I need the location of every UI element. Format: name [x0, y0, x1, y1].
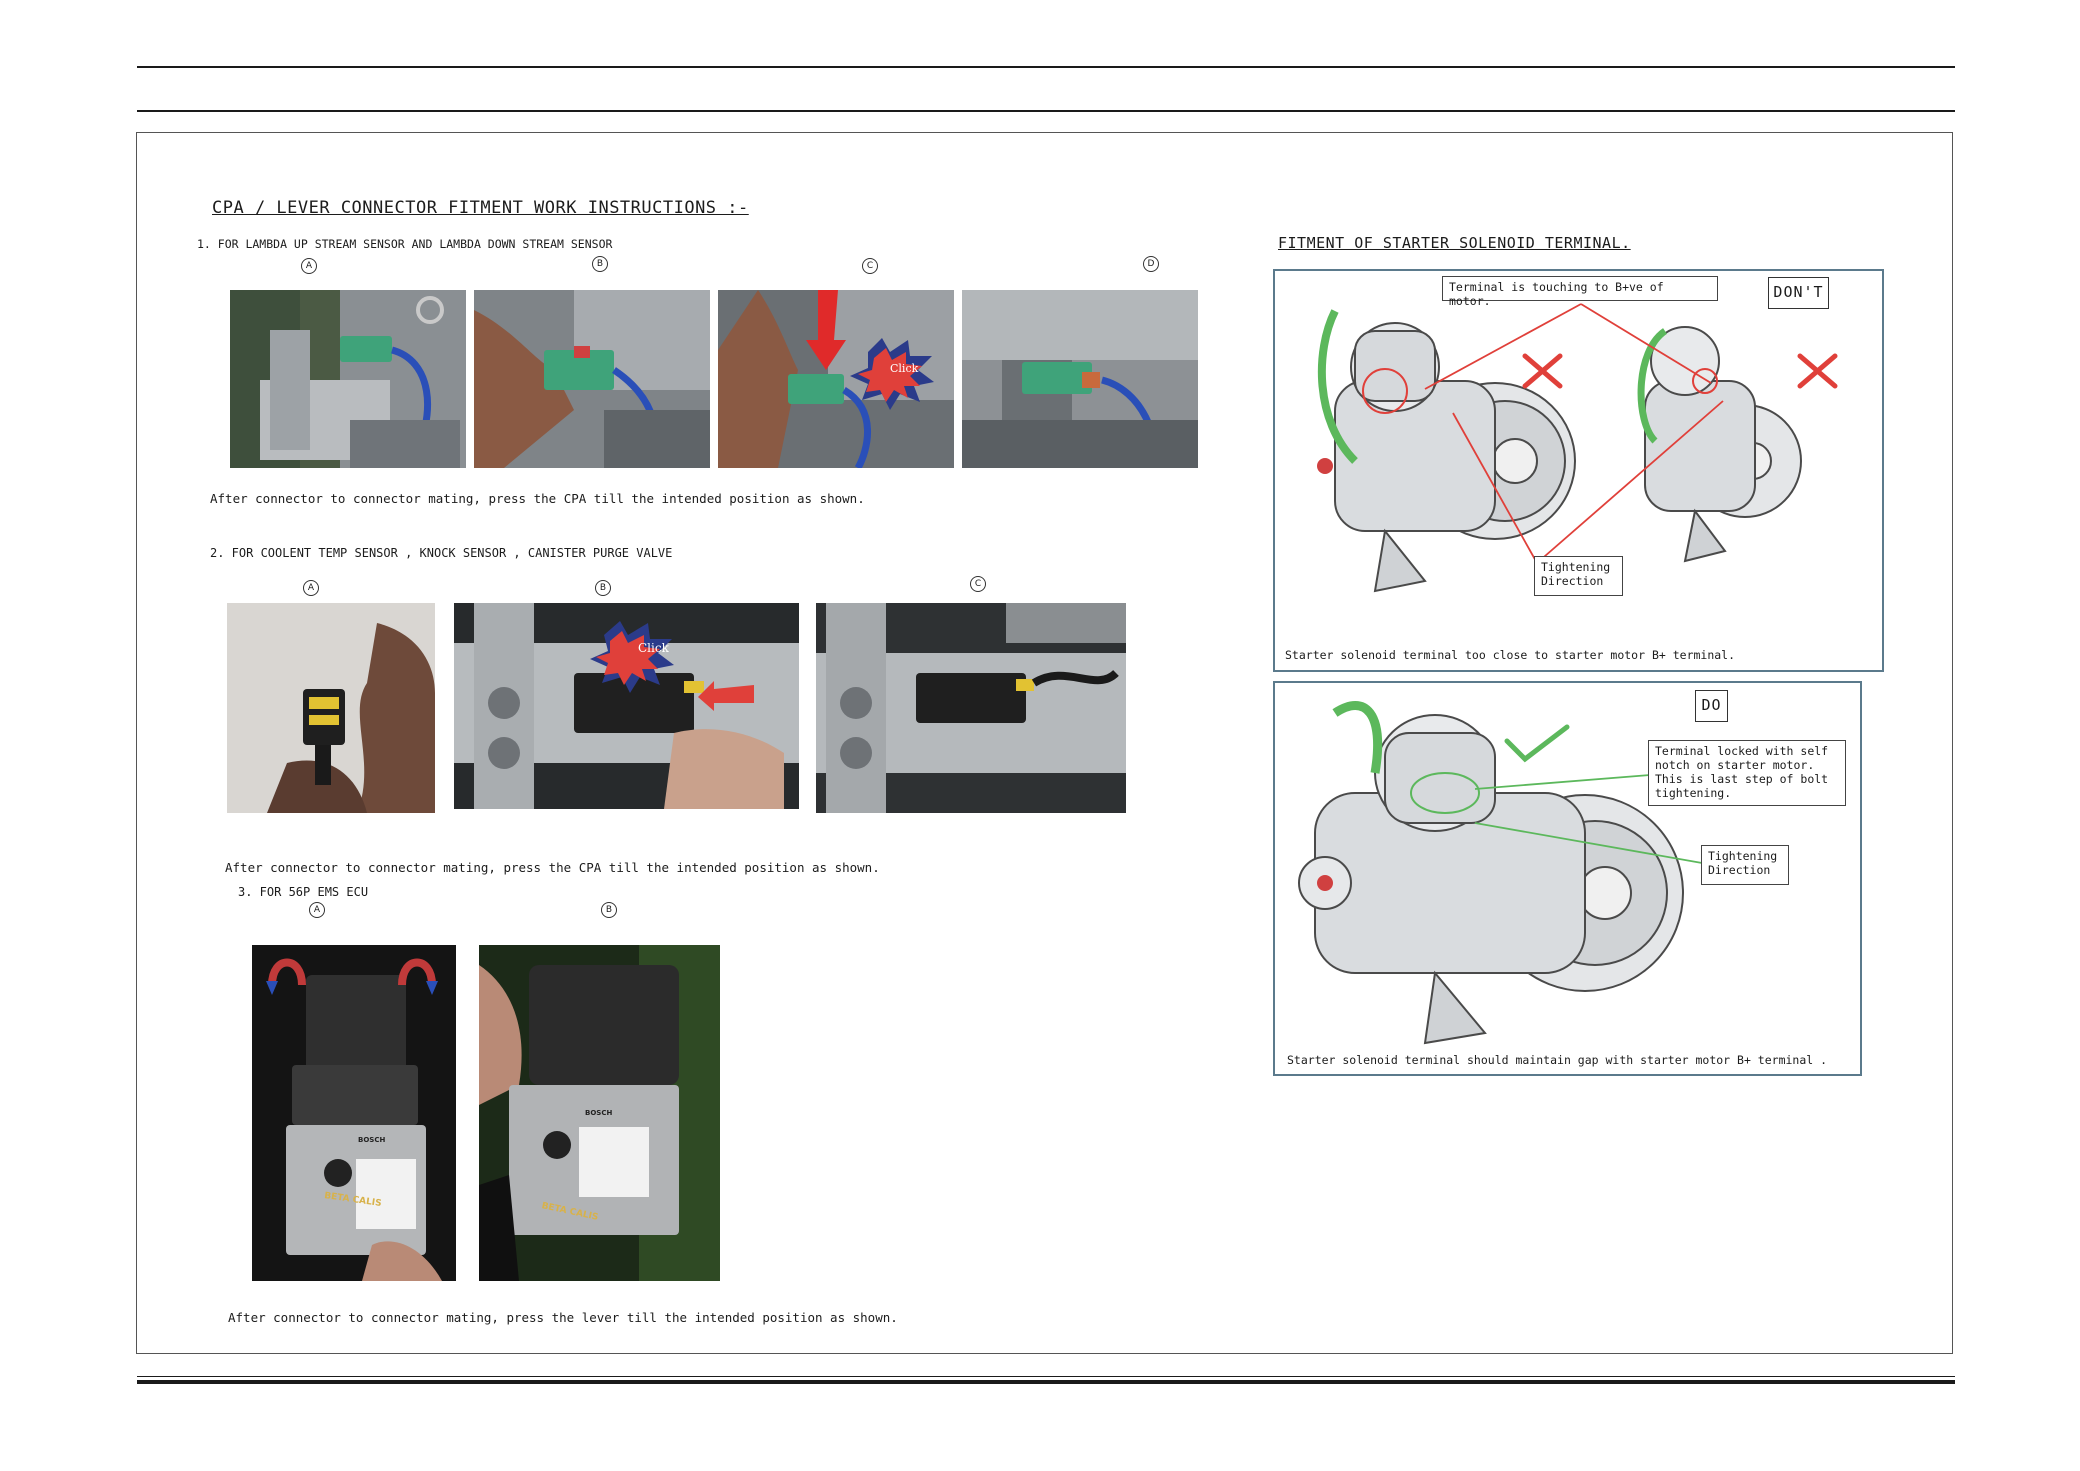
starter-title: FITMENT OF STARTER SOLENOID TERMINAL.: [1278, 234, 1631, 252]
photo-2b-connector-click: [454, 603, 799, 809]
label-3a: A: [309, 902, 325, 918]
label-1d: D: [1143, 256, 1159, 272]
footer-rule-thin: [137, 1376, 1955, 1377]
callout-terminal-touching: Terminal is touching to B+ve of motor.: [1442, 276, 1718, 301]
section3-heading: 3. FOR 56P EMS ECU: [238, 885, 369, 899]
section1-heading: 1. FOR LAMBDA UP STREAM SENSOR AND LAMBDA DOWN STREAM SENSOR: [197, 237, 613, 251]
label-1c: C: [862, 258, 878, 274]
dont-starter-illustration: [1275, 271, 1886, 674]
label-1a: A: [301, 258, 317, 274]
callout-terminal-locked: Terminal locked with self notch on starter motor. This is last step of bolt tightening.: [1648, 740, 1846, 806]
photo-1c-connector-click: [718, 290, 954, 468]
ecu-marking-3a: BETA CALIS: [323, 1191, 383, 1209]
do-caption: Starter solenoid terminal should maintain gap with starter motor B+ terminal .: [1287, 1053, 1828, 1067]
footer-rule-thick: [137, 1380, 1955, 1384]
dont-caption: Starter solenoid terminal too close to starter motor B+ terminal.: [1285, 648, 1736, 662]
label-2c: C: [970, 576, 986, 592]
click-label-2b: Click: [638, 641, 669, 655]
dont-panel: [1273, 269, 1884, 672]
section2-note: After connector to connector mating, press the CPA till the intended position as shown.: [225, 860, 880, 875]
page-title: CPA / LEVER CONNECTOR FITMENT WORK INSTRUCTIONS :-: [212, 198, 749, 218]
photo-3a-ecu-lever-open: [252, 945, 456, 1281]
ecu-marking-3b: BETA CALIS: [540, 1201, 600, 1223]
label-2b: B: [595, 580, 611, 596]
label-2a: A: [303, 580, 319, 596]
photo-1a-connector: [230, 290, 466, 468]
section1-note: After connector to connector mating, press the CPA till the intended position as shown.: [210, 491, 865, 506]
header-rule-bottom: [137, 110, 1955, 112]
section3-note: After connector to connector mating, press the lever till the intended position as shown.: [228, 1310, 898, 1325]
label-1b: B: [592, 256, 608, 272]
photo-1d-connector-final: [962, 290, 1198, 468]
ecu-brand-3b: BOSCH: [585, 1109, 613, 1117]
photo-1b-connector: [474, 290, 710, 468]
section2-heading: 2. FOR COOLENT TEMP SENSOR , KNOCK SENSOR , CANISTER PURGE VALVE: [210, 546, 673, 560]
click-label-1c: Click: [890, 362, 919, 375]
label-3b: B: [601, 902, 617, 918]
callout-tightening-direction-do: Tightening Direction: [1701, 845, 1789, 885]
header-rule-top: [137, 66, 1955, 68]
photo-2c-connector-final: [816, 603, 1126, 813]
photo-2a-connector-hand: [227, 603, 435, 813]
ecu-brand-3a: BOSCH: [358, 1136, 386, 1144]
dont-tag: DON'T: [1768, 277, 1829, 309]
photo-3b-ecu-lever-closed: [479, 945, 720, 1281]
callout-tightening-direction-dont: Tightening Direction: [1534, 556, 1623, 596]
do-tag: DO: [1695, 690, 1728, 722]
do-panel: [1273, 681, 1862, 1076]
